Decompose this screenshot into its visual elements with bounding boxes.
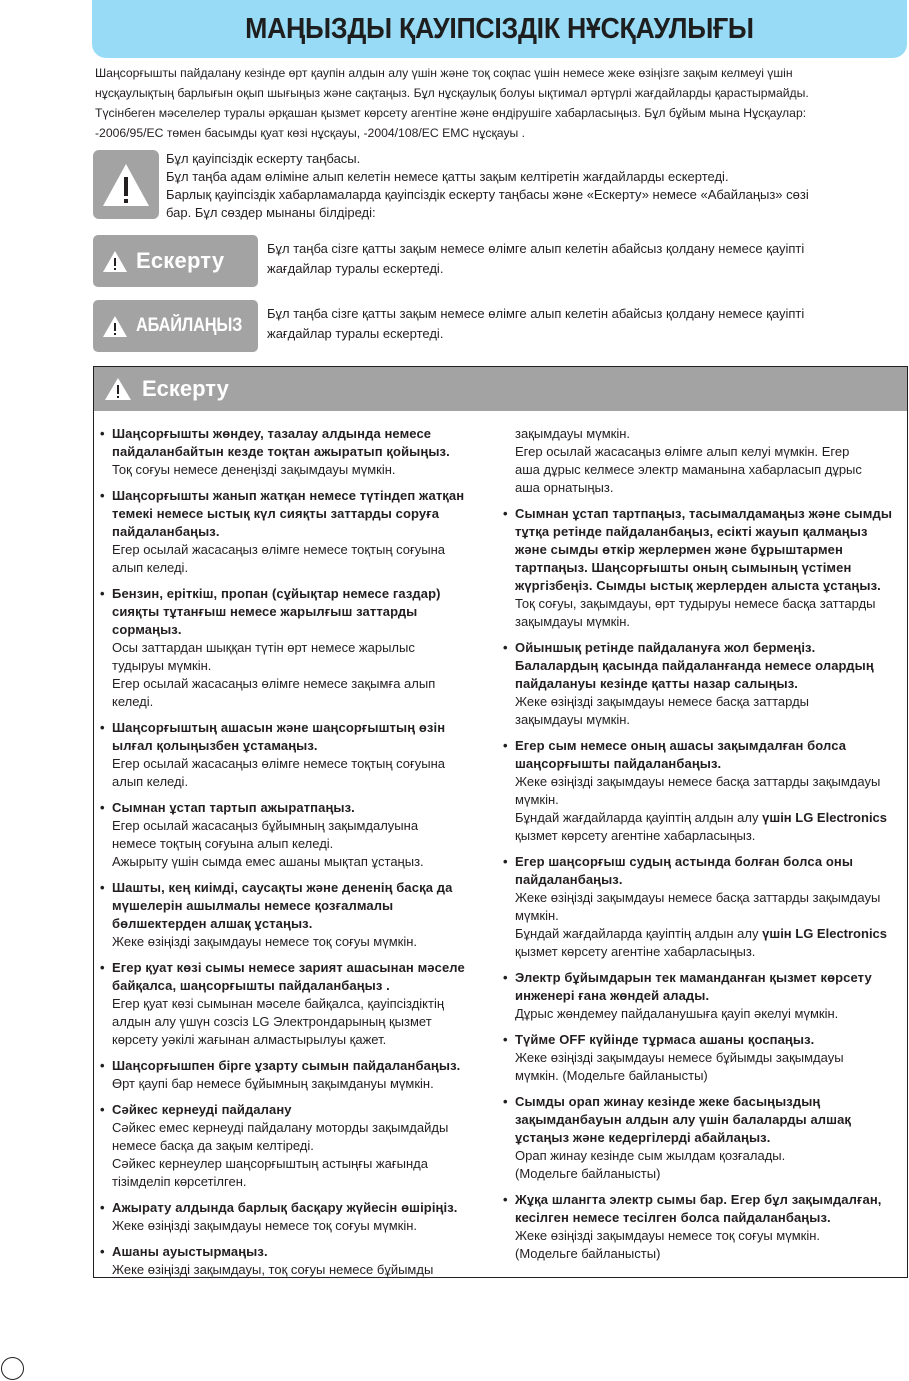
page-title: МАҢЫЗДЫ ҚАУІПСІЗДІК НҰСҚАУЛЫҒЫ — [245, 12, 754, 45]
intro-line: -2006/95/EC төмен басымды қуат көзі нұсқауы, -2004/108/EC EMC нұсқауы . — [95, 126, 526, 140]
caution-label-row — [93, 300, 907, 352]
warning-list-item — [502, 1093, 907, 1183]
warning-item-detail: немесе тоқтың соғуына алып келеді. — [112, 836, 334, 851]
warning-item-detail: Егер осылай жасасаңыз өлімге немесе зақымға алып — [112, 676, 436, 691]
warning-item-detail: Осы заттардан шыққан түтін өрт немесе жарылыс — [112, 640, 415, 655]
warning-list-item — [99, 1243, 497, 1279]
bullet-icon: • — [100, 880, 105, 895]
warning-item-heading: және сымды өткір жерлермен және бұрыштармен — [515, 542, 843, 557]
warning-item-heading: тұтқа ретінде пайдаланбаңыз, есікті жауып қалмаңыз — [515, 524, 868, 539]
warning-triangle-icon — [104, 377, 132, 401]
warning-item-detail: Жеке өзіңізді зақымдауы, тоқ соғуы немесе бұйымды — [112, 1262, 434, 1277]
warning-column-right — [502, 425, 907, 1271]
warning-item-heading: Ажырату алдында барлық басқару жүйесін өшіріңіз. — [112, 1200, 458, 1215]
warning-item-detail: алдын алу үшүн созсіз LG Электрондарының қызмет — [112, 1014, 432, 1029]
warning-item-heading: Егер сым немесе оның ашасы зақымдалған болса — [515, 738, 847, 753]
warning-item-heading: ылғал қолыңызбен ұстамаңыз. — [112, 738, 318, 753]
warning-item-heading: Жұқа шлангта электр сымы бар. Егер бұл зақымдалған, — [515, 1192, 882, 1207]
safety-symbol-description — [166, 150, 809, 222]
warning-triangle-icon — [102, 250, 128, 273]
warning-label-row — [93, 235, 907, 287]
bullet-icon: • — [100, 960, 105, 975]
warning-list-item — [502, 969, 907, 1023]
warning-item-heading: тартпаңыз. Шаңсорғышты оның сымының үстімен — [515, 560, 852, 575]
bullet-icon: • — [100, 1102, 105, 1117]
warning-list-item — [502, 1031, 907, 1085]
warning-item-detail: Сәйкес емес кернеуді пайдалану моторды зақымдайды — [112, 1120, 449, 1135]
warning-item-heading: жүргізбеңіз. Сымды ыстық жерлерден алыста ұстаңыз. — [515, 578, 881, 593]
bullet-icon: • — [503, 1032, 508, 1047]
warning-item-heading: сормаңыз. — [112, 622, 182, 637]
warning-item-heading: Егер шаңсорғыш судың астында болған болса оны — [515, 854, 854, 869]
title-banner — [92, 0, 907, 58]
bullet-icon: • — [100, 800, 105, 815]
warning-item-detail: аша орнатыңыз. — [515, 480, 614, 495]
warning-item-heading: кесілген немесе тесілген болса пайдаланбаңыз. — [515, 1210, 831, 1225]
warning-triangle-icon — [102, 315, 128, 338]
warning-item-detail: зақымдауы мүмкін. — [515, 614, 631, 629]
warning-item-heading: Сымды орап жинау кезінде жеке басыңыздың — [515, 1094, 821, 1109]
warning-item-detail: көрсету уәкілі жағынан алмастырылуы қажет. — [112, 1032, 387, 1047]
warning-item-detail: Жеке өзіңізді зақымдауы немесе тоқ соғуы мүмкін. — [112, 934, 418, 949]
warning-item-detail: алып келеді. — [112, 560, 189, 575]
warning-triangle-icon — [93, 150, 159, 219]
warning-item-detail: алып келеді. — [112, 774, 189, 789]
bullet-icon: • — [503, 1192, 508, 1207]
warning-label-badge — [93, 235, 258, 287]
bullet-icon: • — [100, 720, 105, 735]
warning-list-item — [99, 719, 497, 791]
warning-item-heading: Шаңсорғышты жанып жатқан немесе түтіндеп жатқан — [112, 488, 465, 503]
continued-text — [502, 425, 907, 497]
warning-item-heading: ұстаңыз және кедергілерді абайлаңыз. — [515, 1130, 771, 1145]
warning-item-heading: шаңсорғышты пайдаланбаңыз. — [515, 756, 722, 771]
warning-item-heading: бөлшектерден алшақ ұстаңыз. — [112, 916, 313, 931]
safety-symbol-block — [93, 150, 907, 220]
warning-item-detail: Егер қуат көзі сымынан мәселе байқалса, қауіпсіздіктің — [112, 996, 445, 1011]
warning-list-item — [99, 425, 497, 479]
warning-list-item — [99, 799, 497, 871]
warning-item-detail: Егер осылай жасасаңыз өлімге немесе тоқтың соғуына — [112, 542, 445, 557]
warning-item-heading: Шаңсорғышпен бірге ұзарту сымын пайдаланбаңыз. — [112, 1058, 461, 1073]
bullet-icon: • — [100, 1244, 105, 1259]
warning-item-heading: Ойыншық ретінде пайдалануға жол бермеңіз. — [515, 640, 816, 655]
warning-item-detail: Орап жинау кезінде сым жылдам қозғалады. — [515, 1148, 786, 1163]
warning-label-description — [267, 239, 804, 279]
warning-list-item — [502, 737, 907, 845]
warning-item-heading: пайдаланбайтын кезде тоқтан ажыратып қойыңыз. — [112, 444, 450, 459]
warning-list-item — [502, 1191, 907, 1263]
text-line: Бұл таңба адам өліміне алып келетін немесе қатты зақым келтіретін жағдайларды ескертеді. — [166, 169, 729, 184]
warning-item-heading: инженері ғана жөндей алады. — [515, 988, 710, 1003]
warning-item-detail: қызмет көрсету агентіне хабарласыңыз. — [515, 944, 756, 959]
text-line: Барлық қауіпсіздік хабарламаларда қауіпсіздік ескерту таңбасы және «Ескерту» немесе «Абайлаңыз» сөзі — [166, 187, 809, 202]
bullet-icon: • — [503, 854, 508, 869]
warning-section — [93, 366, 908, 1278]
warning-item-heading: мүшелерін ашылмалы немесе қозғалмалы — [112, 898, 394, 913]
warning-item-detail: қызмет көрсету агентіне хабарласыңыз. — [515, 828, 756, 843]
text-line: жағдайлар туралы ескертеді. — [267, 326, 444, 341]
warning-section-title: Ескерту — [142, 376, 229, 401]
warning-item-heading: Бензин, еріткіш, пропан (сұйықтар немесе газдар) — [112, 586, 441, 601]
text-line: бар. Бұл сөздер мынаны білдіреді: — [166, 205, 376, 220]
caution-label-description — [267, 304, 804, 344]
text-line: жағдайлар туралы ескертеді. — [267, 261, 444, 276]
bullet-icon: • — [503, 506, 508, 521]
warning-item-detail: (Модельге байланысты) — [515, 1166, 661, 1181]
warning-item-detail: Жеке өзіңізді зақымдауы немесе басқа заттарды зақымдауы — [515, 890, 881, 905]
warning-item-detail: аша дұрыс келмесе электр маманына хабарласып дұрыс — [515, 462, 862, 477]
warning-item-heading: Ашаны ауыстырмаңыз. — [112, 1244, 268, 1259]
warning-list-item — [99, 585, 497, 711]
text-line: Бұл қауіпсіздік ескерту таңбасы. — [166, 151, 361, 166]
warning-list-item — [99, 879, 497, 951]
warning-item-detail: зақымдауы мүмкін. — [515, 426, 631, 441]
warning-item-detail: мүмкін. — [515, 908, 559, 923]
warning-item-detail: Дұрыс жөндемеу пайдаланушыға қауіп әкелуі мүмкін. — [515, 1006, 839, 1021]
warning-item-detail: Бұндай жағдайларда қауіптің алдын алу үшін LG Electronics — [515, 810, 888, 825]
text-line: Бұл таңба сізге қатты зақым немесе өлімге алып келетін абайсыз қолдану немесе қауіпті — [267, 306, 805, 321]
warning-list-item — [502, 853, 907, 961]
warning-item-detail: мүмкін. (Модельге байланысты) — [515, 1068, 708, 1083]
warning-item-detail: Егер осылай жасасаңыз бұйымның зақымдалуына — [112, 818, 419, 833]
page-circle-icon — [1, 1357, 24, 1380]
warning-item-detail: Өрт қаупі бар немесе бұйымның зақымдануы мүмкін. — [112, 1076, 434, 1091]
warning-item-detail: Тоқ соғуы немесе денеңізді зақымдауы мүмкін. — [112, 462, 396, 477]
warning-item-heading: байқалса, шаңсорғышты пайдаланбаңыз . — [112, 978, 390, 993]
warning-item-detail: зақымдауы мүмкін. — [515, 712, 631, 727]
warning-list-item — [99, 1101, 497, 1191]
warning-item-heading: Шашты, кең киімді, саусақты және дененің басқа да — [112, 880, 453, 895]
bullet-icon: • — [503, 738, 508, 753]
warning-column-left — [99, 425, 497, 1287]
bullet-icon: • — [503, 640, 508, 655]
intro-line: нұсқаулықтың барлығын оқып шығыңыз және сақтаңыз. Бұл нұсқаулық болуы ықтимал әртүрлі жағдайларды қарастырмайды. — [95, 86, 809, 100]
warning-item-detail: Егер осылай жасасаңыз өлімге немесе тоқтың соғуына — [112, 756, 445, 771]
warning-list-item — [502, 505, 907, 631]
warning-item-heading: Сымнан ұстап тартып ажыратпаңыз. — [112, 800, 355, 815]
bullet-icon: • — [100, 426, 105, 441]
bullet-icon: • — [100, 488, 105, 503]
warning-item-detail: Жеке өзіңізді зақымдауы немесе басқа заттарды — [515, 694, 810, 709]
warning-item-heading: зақымданбауын алдын алу үшін балаларды алшақ — [515, 1112, 852, 1127]
warning-list-item — [99, 487, 497, 577]
warning-item-heading: Түйме OFF күйінде тұрмаса ашаны қоспаңыз. — [515, 1032, 815, 1047]
warning-item-detail: (Модельге байланысты) — [515, 1246, 661, 1261]
warning-item-detail: келеді. — [112, 694, 154, 709]
warning-item-detail: Жеке өзіңізді зақымдауы немесе басқа заттарды зақымдауы — [515, 774, 881, 789]
intro-line: Шаңсорғышты пайдалану кезінде өрт қаупін алдын алу үшін және тоқ соқпас үшін немесе жеке өзіңізге зақым келмеуі үшін — [95, 66, 793, 80]
bullet-icon: • — [100, 1200, 105, 1215]
warning-section-header — [94, 367, 907, 411]
intro-line: Түсінбеген мәселелер туралы әрқашан қызмет көрсету агентіне және өндірушіге хабарласыңыз. Бұл бұйым мына Нұсқаулар: — [95, 106, 807, 120]
warning-item-detail: мүмкін. — [515, 792, 559, 807]
warning-item-detail: тудыруы мүмкін. — [112, 658, 212, 673]
text-line: Бұл таңба сізге қатты зақым немесе өлімге алып келетін абайсыз қолдану немесе қауіпті — [267, 241, 805, 256]
warning-item-heading: Балалардың қасында пайдаланғанда немесе олардың — [515, 658, 874, 673]
warning-item-detail: Бұндай жағдайларда қауіптің алдын алу үшін LG Electronics — [515, 926, 888, 941]
bullet-icon: • — [100, 586, 105, 601]
warning-item-heading: Сәйкес кернеуді пайдалану — [112, 1102, 292, 1117]
warning-item-heading: пайдаланбаңыз. — [112, 524, 220, 539]
warning-list-item — [99, 1057, 497, 1093]
warning-item-heading: сияқты тұтанғыш немесе жарылғыш заттарды — [112, 604, 418, 619]
warning-label-text: Ескерту — [136, 248, 225, 273]
warning-item-detail: Жеке өзіңізді зақымдауы немесе бұйымды зақымдауы — [515, 1050, 844, 1065]
warning-item-detail: Сәйкес кернеулер шаңсорғыштың астыңғы жағында — [112, 1156, 428, 1171]
warning-item-heading: темекі немесе ыстық күл сияқты заттарды соруға — [112, 506, 440, 521]
warning-item-heading: Электр бұйымдарын тек маманданған қызмет көрсету — [515, 970, 872, 985]
warning-item-detail: Жеке өзіңізді зақымдауы немесе тоқ соғуы мүмкін. — [515, 1228, 821, 1243]
bullet-icon: • — [503, 970, 508, 985]
warning-list-item — [502, 639, 907, 729]
bullet-icon: • — [503, 1094, 508, 1109]
warning-item-heading: Сымнан ұстап тартпаңыз, тасымалдамаңыз және сымды — [515, 506, 893, 521]
warning-item-detail: тізімделіп көрсетілген. — [112, 1174, 247, 1189]
warning-item-detail: немесе басқа да зақым келтіреді. — [112, 1138, 314, 1153]
warning-item-detail: Тоқ соғуы, зақымдауы, өрт тудыруы немесе басқа заттарды — [515, 596, 876, 611]
warning-item-heading: Шаңсорғыштың ашасын және шаңсорғыштың өзін — [112, 720, 446, 735]
warning-item-heading: Шаңсорғышты жөндеу, тазалау алдында немесе — [112, 426, 432, 441]
warning-item-heading: пайдалануы кезінде қатты назар салыңыз. — [515, 676, 798, 691]
caution-label-text: АБАЙЛАҢЫЗ — [136, 315, 243, 336]
bullet-icon: • — [100, 1058, 105, 1073]
warning-item-heading: пайдаланбаңыз. — [515, 872, 623, 887]
warning-item-detail: Ажырыту үшін сымда емес ашаны мықтап ұстаңыз. — [112, 854, 424, 869]
warning-item-heading: Егер қуат көзі сымы немесе зарият ашасынан мәселе — [112, 960, 465, 975]
intro-paragraph — [95, 63, 907, 143]
warning-item-detail: Егер осылай жасасаңыз өлімге алып келуі мүмкін. Егер — [515, 444, 850, 459]
warning-list-item — [99, 1199, 497, 1235]
warning-list-item — [99, 959, 497, 1049]
warning-item-detail: Жеке өзіңізді зақымдауы немесе тоқ соғуы мүмкін. — [112, 1218, 418, 1233]
caution-label-badge — [93, 300, 258, 352]
